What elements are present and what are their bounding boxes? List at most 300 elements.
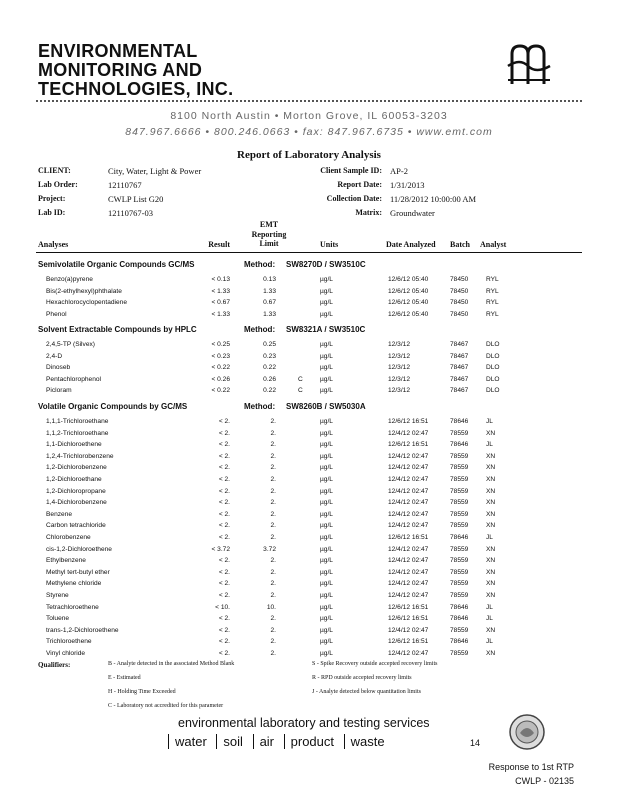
table-row (0, 451, 618, 462)
qualifier-r: R - RPD outside accepted recovery limits (312, 675, 412, 681)
table-row (0, 439, 618, 450)
section-title: Semivolatile Organic Compounds GC/MS (38, 260, 195, 269)
analyst-initials: XN (486, 510, 496, 518)
date-analyzed: 12/4/12 02:47 (388, 510, 429, 518)
project-label: Project: (38, 194, 66, 203)
table-row (0, 636, 618, 647)
analyst-initials: XN (486, 499, 496, 507)
result-value: < 3.72 (211, 545, 230, 553)
analyte-name: Styrene (46, 592, 69, 599)
reporting-limit: 2. (270, 626, 276, 634)
reporting-limit: 2. (270, 638, 276, 646)
batch-number: 78559 (450, 592, 469, 599)
analyst-initials: XN (486, 487, 496, 495)
result-value: < 2. (218, 638, 230, 646)
batch-number: 78646 (450, 534, 469, 541)
date-analyzed: 12/4/12 02:47 (388, 626, 429, 634)
date-analyzed: 12/4/12 02:47 (388, 464, 429, 472)
units: µg/L (320, 364, 333, 372)
batch-number: 78559 (450, 452, 469, 460)
units: µg/L (320, 418, 333, 425)
result-value: < 1.33 (211, 310, 230, 318)
analyst-initials: JL (486, 441, 493, 449)
analyte-name: Benzo(a)pyrene (46, 276, 93, 283)
column-header-emt: EMT (259, 220, 279, 229)
reporting-limit: 2. (270, 510, 276, 518)
page-number: 14 (470, 738, 481, 748)
date-analyzed: 12/4/12 02:47 (388, 580, 429, 588)
reporting-limit: 0.26 (263, 375, 276, 383)
column-header-units: Units (320, 240, 339, 249)
company-name-line3: TECHNOLOGIES, INC. (38, 79, 234, 99)
result-value: < 2. (218, 568, 230, 576)
company-address: 8100 North Austin • Morton Grove, IL 60053-3203 (170, 110, 448, 122)
qualifier-flag: C (298, 387, 303, 395)
batch-number: 78559 (450, 626, 469, 634)
date-analyzed: 12/4/12 02:47 (388, 452, 429, 460)
footer-item-waste: waste (344, 734, 391, 749)
company-name (38, 42, 233, 99)
batch-number: 78450 (450, 299, 469, 307)
column-header-analyses: Analyses (38, 240, 69, 249)
units: µg/L (320, 580, 333, 588)
reporting-limit: 3.72 (263, 545, 276, 553)
analyst-initials: XN (486, 626, 496, 634)
analyte-name: Benzene (46, 510, 73, 518)
units: µg/L (320, 650, 333, 657)
analyte-name: 1,1,1-Trichloroethane (46, 418, 109, 425)
qualifier-c: C - Laboratory not accredited for this parameter (108, 703, 224, 709)
qualifier-e: E - Estimated (108, 675, 141, 681)
result-value: < 0.23 (211, 352, 230, 360)
batch-number: 78646 (450, 418, 469, 425)
date-analyzed: 12/4/12 02:47 (388, 499, 429, 507)
batch-number: 78467 (450, 364, 469, 372)
report-date-label: Report Date: (337, 180, 382, 189)
reporting-limit: 2. (270, 452, 276, 460)
analyst-initials: XN (486, 452, 496, 460)
report-title: Report of Laboratory Analysis (237, 149, 381, 161)
section-title: Solvent Extractable Compounds by HPLC (38, 325, 197, 334)
table-row (0, 520, 618, 531)
units: µg/L (320, 626, 333, 634)
batch-number: 78559 (450, 650, 469, 657)
analyte-name: Methyl tert-butyl ether (46, 568, 110, 576)
date-analyzed: 12/6/12 16:51 (388, 418, 429, 425)
date-analyzed: 12/6/12 05:40 (388, 276, 429, 283)
column-header-limit-text: Limit (259, 239, 279, 248)
date-analyzed: 12/6/12 16:51 (388, 603, 429, 611)
lab-id-value: 12110767-03 (108, 208, 154, 218)
company-contact: 847.967.6666 • 800.246.0663 • fax: 847.967.6735 • www.emt.com (125, 126, 493, 138)
date-analyzed: 12/4/12 02:47 (388, 476, 429, 483)
analyte-name: Bis(2-ethylhexyl)phthalate (46, 287, 122, 295)
analyte-name: trans-1,2-Dichloroethene (46, 626, 119, 634)
batch-number: 78450 (450, 276, 469, 283)
units: µg/L (320, 603, 333, 611)
table-row (0, 297, 618, 308)
table-row (0, 590, 618, 601)
batch-number: 78559 (450, 429, 469, 437)
analyst-initials: DLO (486, 387, 500, 395)
table-row (0, 578, 618, 589)
units: µg/L (320, 638, 333, 646)
table-row (0, 416, 618, 427)
result-value: < 2. (218, 499, 230, 507)
reporting-limit: 2. (270, 568, 276, 576)
units: µg/L (320, 299, 333, 307)
collection-date-value: 11/28/2012 10:00:00 AM (390, 194, 477, 204)
table-row (0, 555, 618, 566)
units: µg/L (320, 534, 333, 541)
sample-id-label: Client Sample ID: (320, 166, 382, 175)
analyte-name: Hexachlorocyclopentadiene (46, 299, 128, 307)
table-row (0, 362, 618, 373)
lab-id-label: Lab ID: (38, 208, 66, 217)
batch-number: 78450 (450, 310, 469, 318)
batch-number: 78559 (450, 522, 469, 530)
result-value: < 2. (218, 464, 230, 472)
analyst-initials: JL (486, 534, 493, 541)
result-value: < 2. (218, 534, 230, 541)
analyst-initials: XN (486, 545, 496, 553)
batch-number: 78646 (450, 441, 469, 449)
result-value: < 2. (218, 452, 230, 460)
units: µg/L (320, 441, 333, 449)
analyst-initials: RYL (486, 299, 499, 307)
result-value: < 2. (218, 418, 230, 425)
analyte-name: Ethylbenzene (46, 557, 86, 565)
result-value: < 0.22 (211, 364, 230, 372)
analyte-name: 1,4-Dichlorobenzene (46, 499, 107, 507)
batch-number: 78559 (450, 510, 469, 518)
analyte-name: Picloram (46, 387, 72, 395)
units: µg/L (320, 287, 333, 295)
bates-stamp-line2: CWLP - 02135 (515, 776, 574, 786)
result-value: < 0.22 (211, 387, 230, 395)
units: µg/L (320, 429, 333, 437)
units: µg/L (320, 352, 333, 360)
analyst-initials: JL (486, 603, 493, 611)
analyte-name: 1,2,4-Trichlorobenzene (46, 452, 114, 460)
reporting-limit: 0.13 (263, 276, 276, 283)
reporting-limit: 0.25 (263, 341, 276, 348)
date-analyzed: 12/6/12 16:51 (388, 615, 429, 623)
units: µg/L (320, 522, 333, 530)
reporting-limit: 1.33 (263, 310, 276, 318)
units: µg/L (320, 452, 333, 460)
table-row (0, 309, 618, 320)
column-header-limit (238, 220, 300, 249)
result-value: < 2. (218, 626, 230, 634)
date-analyzed: 12/6/12 05:40 (388, 287, 429, 295)
batch-number: 78559 (450, 545, 469, 553)
analyte-name: Chlorobenzene (46, 534, 91, 541)
footer-item-water: water (168, 734, 213, 749)
reporting-limit: 2. (270, 650, 276, 657)
analyte-name: 1,2-Dichlorobenzene (46, 464, 107, 472)
batch-number: 78559 (450, 568, 469, 576)
client-value: City, Water, Light & Power (108, 166, 202, 176)
date-analyzed: 12/3/12 (388, 364, 410, 372)
table-row (0, 385, 618, 396)
analyst-initials: DLO (486, 341, 500, 348)
reporting-limit: 0.22 (263, 364, 276, 372)
reporting-limit: 0.22 (263, 387, 276, 395)
column-header-analyst: Analyst (480, 240, 507, 249)
method-value: SW8260B / SW5030A (286, 402, 366, 411)
table-row (0, 648, 618, 659)
result-value: < 2. (218, 557, 230, 565)
units: µg/L (320, 476, 333, 483)
analyst-initials: JL (486, 615, 493, 623)
reporting-limit: 2. (270, 557, 276, 565)
lab-order-value: 12110767 (108, 180, 142, 190)
date-analyzed: 12/4/12 02:47 (388, 650, 429, 657)
batch-number: 78559 (450, 487, 469, 495)
qualifier-b: B - Analyte detected in the associated Method Blank (108, 661, 235, 667)
units: µg/L (320, 464, 333, 472)
batch-number: 78450 (450, 287, 469, 295)
table-row (0, 286, 618, 297)
table-row (0, 486, 618, 497)
batch-number: 78559 (450, 557, 469, 565)
table-row (0, 339, 618, 350)
analyte-name: Dinoseb (46, 364, 71, 372)
lab-order-label: Lab Order: (38, 180, 78, 189)
header-underline (36, 252, 582, 253)
batch-number: 78467 (450, 387, 469, 395)
units: µg/L (320, 615, 333, 623)
result-value: < 2. (218, 592, 230, 599)
date-analyzed: 12/4/12 02:47 (388, 568, 429, 576)
units: µg/L (320, 557, 333, 565)
company-name-line1: ENVIRONMENTAL (38, 41, 198, 61)
date-analyzed: 12/4/12 02:47 (388, 429, 429, 437)
date-analyzed: 12/6/12 16:51 (388, 534, 429, 541)
date-analyzed: 12/4/12 02:47 (388, 592, 429, 599)
reporting-limit: 2. (270, 429, 276, 437)
analyst-initials: RYL (486, 287, 499, 295)
date-analyzed: 12/3/12 (388, 387, 410, 395)
analyst-initials: RYL (486, 276, 499, 283)
table-row (0, 625, 618, 636)
result-value: < 2. (218, 580, 230, 588)
analyte-name: 2,4-D (46, 352, 63, 360)
result-value: < 2. (218, 650, 230, 657)
date-analyzed: 12/4/12 02:47 (388, 522, 429, 530)
analyte-name: 2,4,5-TP (Silvex) (46, 341, 95, 348)
project-value: CWLP List G20 (108, 194, 164, 204)
bates-stamp-line1: Response to 1st RTP (488, 762, 574, 772)
reporting-limit: 2. (270, 592, 276, 599)
date-analyzed: 12/4/12 02:47 (388, 545, 429, 553)
units: µg/L (320, 499, 333, 507)
analyte-name: 1,2-Dichloroethane (46, 476, 102, 483)
analyst-initials: XN (486, 592, 496, 599)
result-value: < 2. (218, 476, 230, 483)
date-analyzed: 12/6/12 16:51 (388, 441, 429, 449)
result-value: < 2. (218, 510, 230, 518)
analyte-name: cis-1,2-Dichloroethene (46, 545, 112, 553)
analyte-name: Trichloroethene (46, 638, 92, 646)
analyte-name: 1,2-Dichloropropane (46, 487, 106, 495)
column-header-reporting: Reporting (251, 229, 287, 239)
table-row (0, 274, 618, 285)
batch-number: 78467 (450, 375, 469, 383)
analyst-initials: XN (486, 429, 496, 437)
reporting-limit: 2. (270, 476, 276, 483)
units: µg/L (320, 276, 333, 283)
table-row (0, 351, 618, 362)
result-value: < 0.26 (211, 375, 230, 383)
analyte-name: 1,1-Dichloroethene (46, 441, 102, 449)
reporting-limit: 1.33 (263, 287, 276, 295)
analyst-initials: XN (486, 476, 496, 483)
result-value: < 0.13 (211, 276, 230, 283)
analyst-initials: JL (486, 418, 493, 425)
result-value: < 10. (215, 603, 230, 611)
footer-item-product: product (284, 734, 340, 749)
table-row (0, 474, 618, 485)
batch-number: 78559 (450, 476, 469, 483)
reporting-limit: 0.67 (263, 299, 276, 307)
reporting-limit: 2. (270, 464, 276, 472)
reporting-limit: 2. (270, 534, 276, 541)
analyte-name: Vinyl chloride (46, 650, 86, 657)
analyst-initials: DLO (486, 375, 500, 383)
units: µg/L (320, 568, 333, 576)
batch-number: 78559 (450, 580, 469, 588)
reporting-limit: 2. (270, 487, 276, 495)
reporting-limit: 2. (270, 418, 276, 425)
method-value: SW8321A / SW3510C (286, 325, 366, 334)
accreditation-seal-icon (508, 713, 546, 751)
analyst-initials: RYL (486, 310, 499, 318)
analyte-name: Pentachlorophenol (46, 375, 101, 383)
analyst-initials: XN (486, 557, 496, 565)
analyte-name: Carbon tetrachloride (46, 522, 106, 530)
reporting-limit: 2. (270, 499, 276, 507)
result-value: < 2. (218, 429, 230, 437)
batch-number: 78559 (450, 499, 469, 507)
analyst-initials: XN (486, 650, 496, 657)
date-analyzed: 12/6/12 05:40 (388, 299, 429, 307)
table-row (0, 602, 618, 613)
analyst-initials: XN (486, 522, 496, 530)
qualifier-s: S - Spike Recovery outside accepted recovery limits (312, 661, 438, 667)
column-header-batch: Batch (450, 240, 470, 249)
units: µg/L (320, 341, 333, 348)
table-row (0, 374, 618, 385)
column-header-date-analyzed: Date Analyzed (386, 240, 436, 249)
reporting-limit: 2. (270, 441, 276, 449)
method-label: Method: (244, 325, 276, 334)
batch-number: 78646 (450, 615, 469, 623)
table-row (0, 544, 618, 555)
method-label: Method: (244, 402, 276, 411)
footer-tagline: environmental laboratory and testing services (178, 716, 430, 730)
analyst-initials: DLO (486, 352, 500, 360)
result-value: < 2. (218, 441, 230, 449)
analyte-name: 1,1,2-Trichloroethane (46, 429, 109, 437)
analyst-initials: JL (486, 638, 493, 646)
matrix-label: Matrix: (355, 208, 382, 217)
result-value: < 2. (218, 615, 230, 623)
letterhead-divider (36, 100, 582, 102)
result-value: < 2. (218, 487, 230, 495)
date-analyzed: 12/6/12 05:40 (388, 310, 429, 318)
analyte-name: Phenol (46, 310, 67, 318)
qualifier-h: H - Holding Time Exceeded (108, 689, 176, 695)
batch-number: 78646 (450, 638, 469, 646)
batch-number: 78467 (450, 341, 469, 348)
result-value: < 0.67 (211, 299, 230, 307)
table-row (0, 567, 618, 578)
qualifier-j: J - Analyte detected below quantitation limits (312, 689, 421, 695)
column-header-result: Result (208, 240, 230, 249)
analyst-initials: DLO (486, 364, 500, 372)
qualifiers-label: Qualifiers: (38, 661, 71, 669)
footer-services (168, 734, 391, 749)
collection-date-label: Collection Date: (326, 194, 382, 203)
units: µg/L (320, 545, 333, 553)
emt-logo-icon (504, 40, 554, 90)
table-row (0, 462, 618, 473)
client-label: CLIENT: (38, 166, 71, 175)
method-value: SW8270D / SW3510C (286, 260, 366, 269)
reporting-limit: 2. (270, 522, 276, 530)
result-value: < 0.25 (211, 341, 230, 348)
analyst-initials: XN (486, 568, 496, 576)
reporting-limit: 2. (270, 580, 276, 588)
table-row (0, 509, 618, 520)
batch-number: 78467 (450, 352, 469, 360)
sample-id-value: AP-2 (390, 166, 408, 176)
reporting-limit: 2. (270, 615, 276, 623)
units: µg/L (320, 387, 333, 395)
units: µg/L (320, 592, 333, 599)
method-label: Method: (244, 260, 276, 269)
batch-number: 78559 (450, 464, 469, 472)
analyst-initials: XN (486, 464, 496, 472)
date-analyzed: 12/6/12 16:51 (388, 638, 429, 646)
date-analyzed: 12/4/12 02:47 (388, 487, 429, 495)
analyte-name: Tetrachloroethene (46, 603, 99, 611)
reporting-limit: 0.23 (263, 352, 276, 360)
analyst-initials: XN (486, 580, 496, 588)
table-row (0, 613, 618, 624)
result-value: < 2. (218, 522, 230, 530)
table-row (0, 497, 618, 508)
units: µg/L (320, 510, 333, 518)
footer-item-soil: soil (216, 734, 249, 749)
units: µg/L (320, 310, 333, 318)
company-name-line2: MONITORING AND (38, 60, 203, 80)
units: µg/L (320, 375, 333, 383)
table-row (0, 532, 618, 543)
section-title: Volatile Organic Compounds by GC/MS (38, 402, 188, 411)
date-analyzed: 12/3/12 (388, 341, 410, 348)
batch-number: 78646 (450, 603, 469, 611)
date-analyzed: 12/3/12 (388, 352, 410, 360)
date-analyzed: 12/4/12 02:47 (388, 557, 429, 565)
qualifier-flag: C (298, 375, 303, 383)
footer-item-air: air (253, 734, 280, 749)
table-row (0, 428, 618, 439)
units: µg/L (320, 487, 333, 495)
result-value: < 1.33 (211, 287, 230, 295)
